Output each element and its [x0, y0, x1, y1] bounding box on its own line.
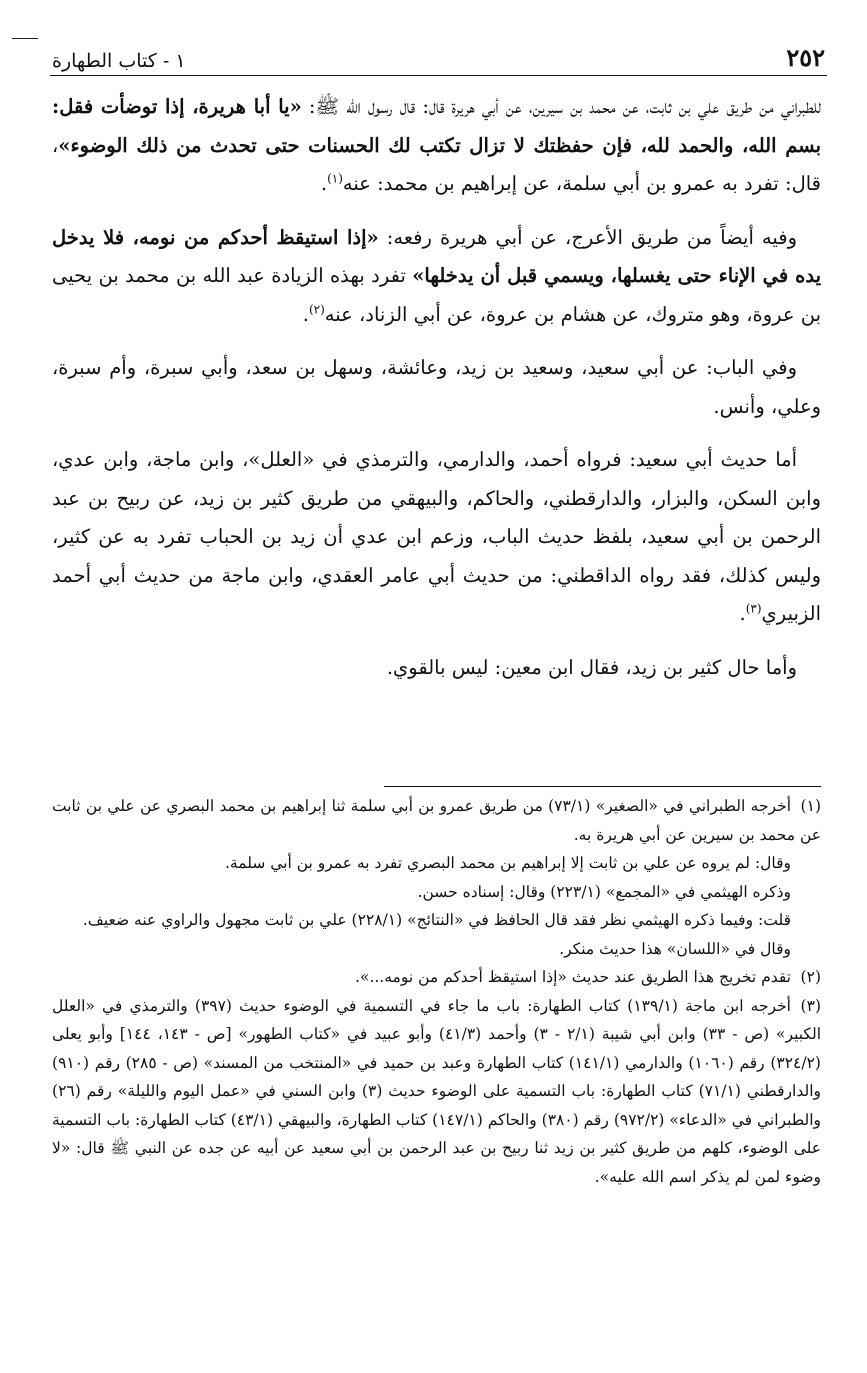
- paragraph-3: وفي الباب: عن أبي سعيد، وسعيد بن زيد، وعائشة، وسهل بن سعد، وأبي سبرة، وأم سبرة، وعلي، وأنس.: [52, 356, 821, 418]
- paragraph-2-intro: وفيه أيضاً من طريق الأعرج، عن أبي هريرة رفعه:: [378, 225, 798, 249]
- footnote-number: (٢): [800, 968, 821, 986]
- margin-mark: [12, 38, 38, 39]
- paragraph-4: [52, 441, 821, 634]
- footnote-ref-3[interactable]: (٣): [745, 601, 762, 616]
- paragraph-1-end: .: [320, 172, 328, 195]
- paragraph-5: وأما حال كثير بن زيد، فقال ابن معين: ليس بالقوي.: [386, 655, 797, 679]
- footnote-1: [52, 792, 821, 963]
- chapter-title: ١ - كتاب الطهارة: [52, 50, 186, 72]
- footnote-3: [52, 992, 821, 1192]
- footnote-line: أخرجه الطبراني في «الصغير» (٧٣/١) من طريق عمرو بن أبي سلمة ثنا إبراهيم بن محمد البصري عن علي بن ثابت عن محمد بن سيرين عن أبي هريرة به.: [52, 797, 821, 844]
- footnote-line: تقدم تخريج هذا الطريق عند حديث «إذا استيقظ أحدكم من نومه...».: [355, 968, 791, 986]
- paragraph-1-comment: ، قال: تفرد به عمرو بن أبي سلمة، عن إبراهيم بن محمد: عنه: [52, 133, 821, 195]
- footnote-ref-2[interactable]: (٢): [308, 302, 325, 316]
- footnote-divider: [384, 786, 821, 787]
- footnote-line: وذكره الهيثمي في «المجمع» (٢٢٣/١) وقال: إسناده حسن.: [417, 882, 791, 901]
- footnote-line: وقال في «اللسان» هذا حديث منكر.: [559, 939, 791, 958]
- paragraph-1: [52, 88, 821, 204]
- footnote-ref-1[interactable]: (١): [327, 171, 343, 186]
- main-text: [52, 88, 821, 702]
- paragraph-4-text: أما حديث أبي سعيد: فرواه أحمد، والدارمي، والترمذي في «العلل»، وابن ماجة، وابن عدي، وابن السكن، والبزار، والدارقطني، والحاكم، والبيهقي من طريق كثير بن زيد، عن ربيح بن عبد الرحمن بن أبي سعيد، بلفظ حديث الباب، وزعم ابن عدي أن زيد بن الحباب تفرد به عن كثير، وليس كذلك، فقد رواه الداقطني: من حديث أبي عامر العقدي، وابن ماجة من حديث أبي أحمد الزبيري: [52, 448, 821, 625]
- paragraph-2-comment: تفرد بهذه الزيادة عبد الله بن محمد بن يحيى بن عروة، وهو متروك، عن هشام بن عروة، عن أبي الزناد، عنه: [52, 264, 821, 326]
- running-header: [52, 36, 825, 72]
- footnotes: [52, 792, 821, 1191]
- paragraph-2-end: .: [302, 302, 309, 326]
- page-number: ٢٥٢: [786, 43, 825, 72]
- paragraph-1-intro: للطبراني من طريق علي بن ثابت، عن محمد بن سيرين، عن أبي هريرة قال: قال رسول الله ﷺ:: [301, 95, 821, 118]
- hadith-quote-2: «إذا استيقظ أحدكم من نومه، فلا يدخل يده في الإناء حتى يغسلها، ويسمي قبل أن يدخلها»: [52, 225, 821, 287]
- footnote-line: قلت: وفيما ذكره الهيثمي نظر فقد قال الحافظ في «النتائج» (٢٢٨/١) علي بن ثابت مجهول والراوي عنه ضعيف.: [82, 911, 791, 929]
- footnote-line: وقال: لم يروه عن علي بن ثابت إلا إبراهيم بن محمد البصري تفرد به عمرو بن أبي سلمة.: [225, 854, 791, 872]
- footnote-number: (٣): [800, 996, 821, 1015]
- paragraph-2: [52, 219, 821, 335]
- footnote-2: [52, 963, 821, 992]
- hadith-quote-1: «يا أبا هريرة، إذا توضأت فقل: بسم الله، والحمد لله، فإن حفظتك لا تزال تكتب لك الحسنات حتى تحدث من ذلك الوضوء»: [52, 95, 821, 157]
- paragraph-4-end: .: [739, 602, 746, 625]
- footnote-line: أخرجه ابن ماجة (١٣٩/١) كتاب الطهارة: باب ما جاء في التسمية في الوضوء حديث (٣٩٧) والترمذي في «العلل الكبير» (ص - ٣٣) وابن أبي شيبة (٢/١ - ٣) وأحمد (٤١/٣) وأبو عبيد في «كتاب الطهور» [ص - ١٤٣، ١٤٤] وأبو يعلى (٣٢٤/٢) رقم (١٠٦٠) والدارمي (١٤١/١) كتاب الطهارة وعبد بن حميد في «المنتخب من المسند» (ص - ٢٨٥) رقم (٩١٠) والدارقطني (٧١/١) كتاب الطهارة: باب التسمية على الوضوء حديث (٣) وابن السني في «عمل اليوم والليلة» رقم (٢٦) والطبراني في «الدعاء» (٩٧٢/٢) رقم (٣٨٠) والحاكم (١٤٧/١) كتاب الطهارة، والبيهقي (٤٣/١) كتاب الطهارة: باب التسمية على الوضوء، كلهم من طريق كثير بن زيد ثنا ربيح بن عبد الرحمن بن أبي سعيد عن أبيه عن جده عن النبي ﷺ قال: «لا وضوء لمن لم يذكر اسم الله عليه».: [52, 996, 822, 1186]
- header-divider: [50, 75, 827, 76]
- footnote-number: (١): [800, 797, 821, 815]
